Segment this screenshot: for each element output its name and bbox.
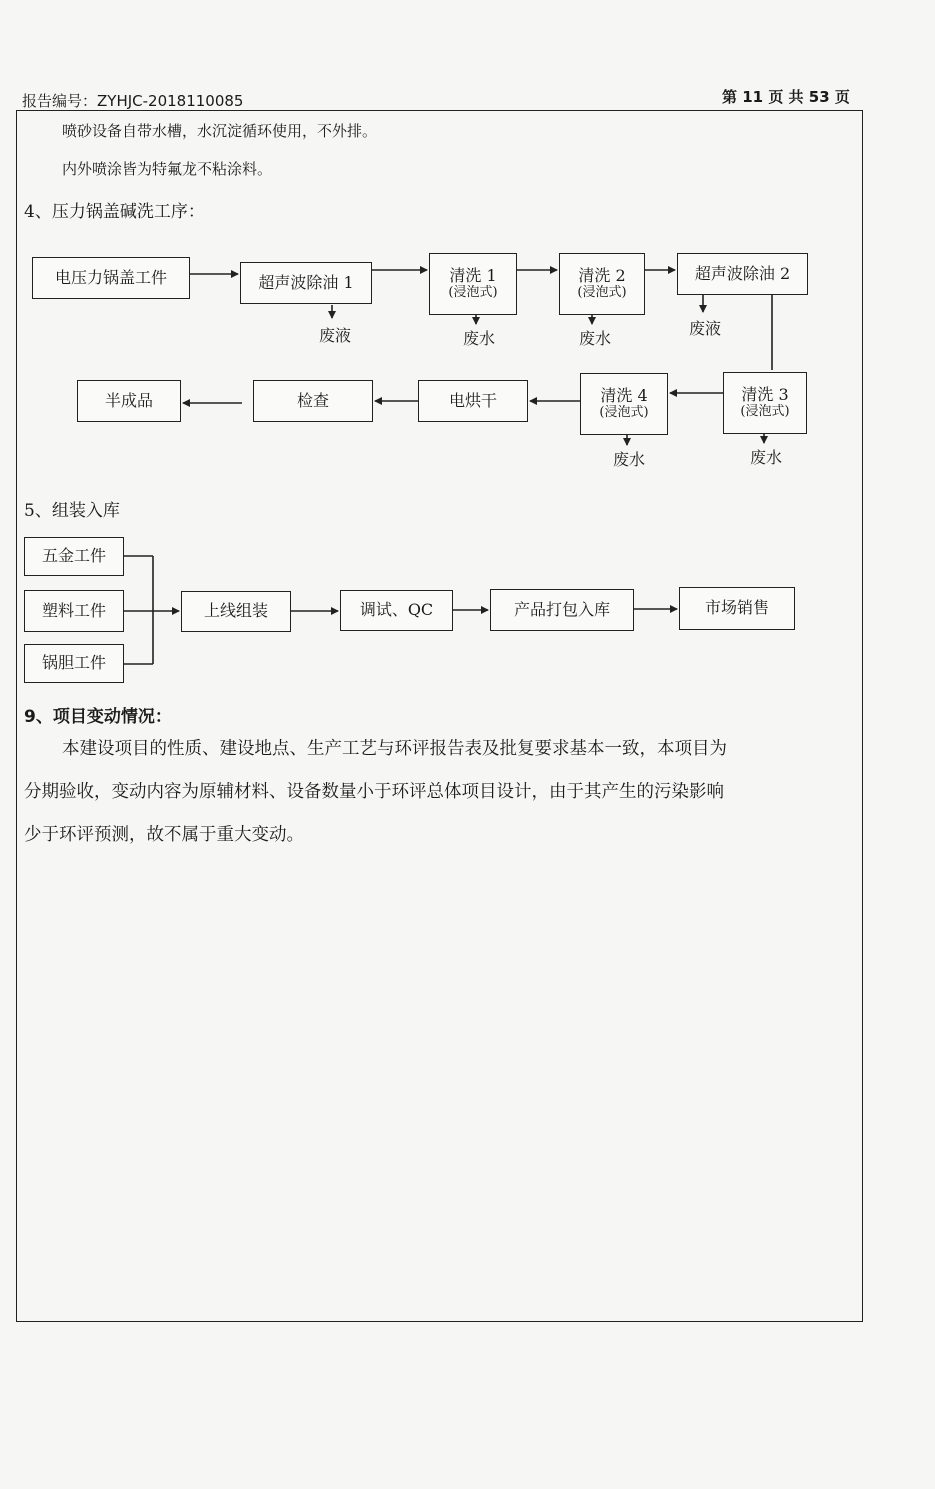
box-hardware-label: 五金工件 [41,546,106,566]
box-plastic-label: 塑料工件 [41,600,106,620]
box-wash4-label: 清洗 4 [600,386,648,406]
box-wash4-soak: (浸泡式) [599,404,649,420]
intro-line-1: 喷砂设备自带水槽，水沉淀循环使用，不外排。 [62,122,378,140]
waste-wash2: 废水 [579,329,612,348]
section4-title: 4、压力锅盖碱洗工序： [24,202,205,222]
box-wash2-label: 清洗 2 [578,266,626,286]
section5-title: 5、组装入库 [24,501,120,521]
waste-wash1: 废水 [463,329,496,348]
box-inspect-label: 检查 [296,390,329,410]
section9-line-2: 分期验收，变动内容为原辅材料、设备数量小于环评总体项目设计，由于其产生的污染影响 [24,782,724,802]
waste-ultra2: 废液 [689,319,722,338]
intro-line-2: 内外喷涂皆为特氟龙不粘涂料。 [62,160,273,178]
box-market-label: 市场销售 [704,598,769,618]
report-number: 报告编号：ZYHJC-2018110085 [22,92,244,110]
section9-line-1: 本建设项目的性质、建设地点、生产工艺与环评报告表及批复要求基本一致，本项目为 [62,739,727,759]
section9-title: 9、项目变动情况： [24,707,172,727]
box-pack-label: 产品打包入库 [513,599,610,619]
box-qc-label: 调试、QC [359,600,434,620]
box-wash3-label: 清洗 3 [741,385,789,405]
waste-wash3: 废水 [750,448,783,467]
box-start-label: 电压力锅盖工件 [54,267,167,287]
section9-line-3: 少于环评预测，故不属于重大变动。 [24,825,304,845]
box-dry-label: 电烘干 [448,390,497,410]
box-ultra2-label: 超声波除油 2 [694,263,791,283]
page-info: 第 11 页 共 53 页 [722,88,850,106]
box-liner-label: 锅胆工件 [41,653,106,673]
box-ultra1-label: 超声波除油 1 [258,272,354,292]
box-wash1-label: 清洗 1 [449,266,497,286]
box-semi-label: 半成品 [104,390,153,410]
box-wash2-soak: (浸泡式) [577,284,627,300]
waste-ultra1: 废液 [319,326,352,345]
box-assembly-label: 上线组装 [203,601,268,621]
waste-wash4: 废水 [613,450,646,469]
box-wash1-soak: (浸泡式) [448,284,498,300]
box-wash3-soak: (浸泡式) [740,403,790,419]
